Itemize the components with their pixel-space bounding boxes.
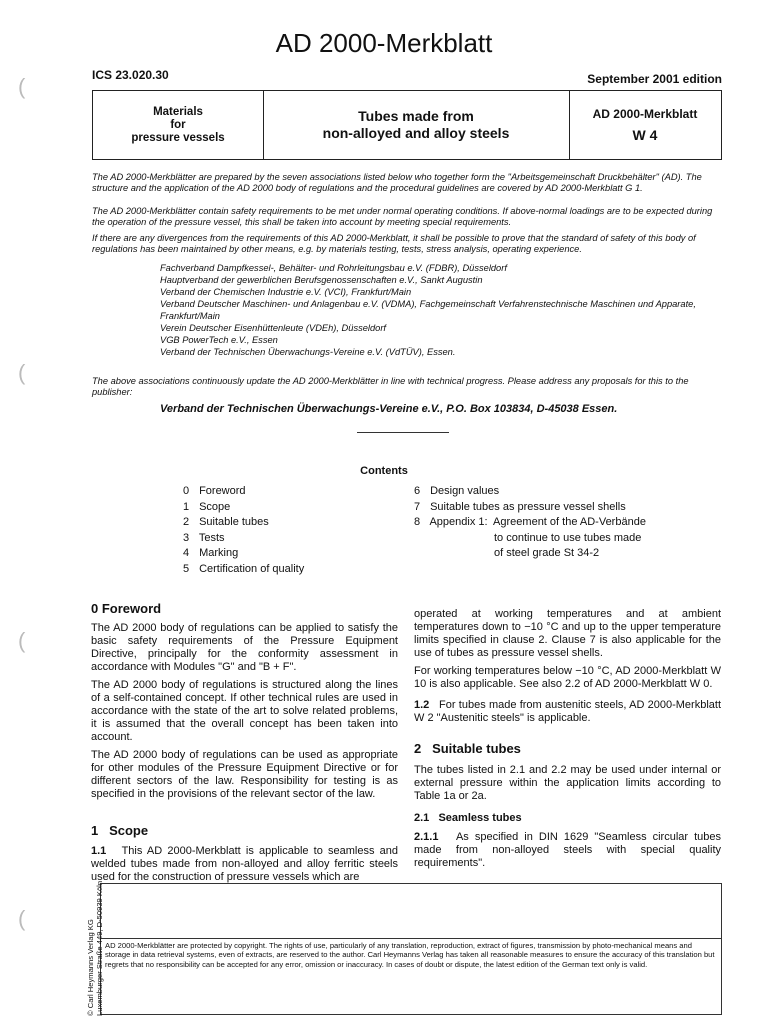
header-code-title: AD 2000-Merkblatt	[592, 107, 698, 121]
contents-list-left	[183, 484, 304, 577]
toc-item: 0 Foreword	[183, 485, 246, 497]
header-category-line: pressure vessels	[131, 131, 225, 144]
sidebar-line: Luxemburger Straße 449, D-50939 Köln	[95, 880, 104, 1016]
toc-item: 7 Suitable tubes as pressure vessel shells	[414, 500, 626, 513]
header-code	[569, 91, 721, 159]
toc-item-continuation: of steel grade St 34-2	[494, 547, 600, 559]
scope-paragraph: 1.2 For tubes made from austenitic steels, AD 2000-Merkblatt W 2 "Austenitic steels" is applicable.	[414, 699, 722, 724]
section-heading-foreword: 0 Foreword	[91, 601, 162, 616]
left-column	[91, 602, 398, 806]
scan-mark: (	[18, 360, 26, 385]
scope-section	[91, 824, 398, 889]
header-subject-line: Tubes made from	[358, 108, 474, 124]
section-heading-suitable-tubes: 2 Suitable tubes	[414, 741, 521, 756]
subsection-heading-seamless: 2.1 Seamless tubes	[414, 812, 522, 824]
seamless-paragraph: 2.1.1 As specified in DIN 1629 "Seamless circular tubes made from non-alloyed steels with special quality requirements".	[414, 831, 721, 869]
copyright-notice: AD 2000-Merkblätter are protected by copyright. The rights of use, particularly of any translation, reproduction, extract of figures, transmission by photo-mechanical means and storage in data retrieval systems, even of extracts, are reserved to the author. Carl Heymanns Verlag has taken all reasonable measures to ensure the accuracy of this translation but regrets that no responsibility can be accepted for any error, omission or inaccuracy. In cases of doubt or dispute, the latest edition of the German text only is valid.	[105, 941, 715, 969]
copyright-divider	[100, 938, 722, 939]
intro-paragraph: The AD 2000-Merkblätter contain safety requirements to be met under normal operating conditions. If above-normal loadings are to be expected during the operation of the pressure vessel, this shall be taken into account by meeting special requirements.	[92, 206, 713, 227]
association-item: Verband der Technischen Überwachungs-Vereine e.V. (VdTÜV), Essen.	[160, 347, 456, 357]
association-item: VGB PowerTech e.V., Essen	[160, 335, 278, 345]
foreword-paragraph: The AD 2000 body of regulations can be used as appropriate for other modules of the Pressure Equipment Directive or for different sectors of the law. Responsibility for testing is as specified in the provisions of the relevant sector of the law.	[91, 749, 398, 800]
toc-item: 1 Scope	[183, 500, 231, 513]
association-item: Fachverband Dampfkessel-, Behälter- und Rohrleitungsbau e.V. (FDBR), Düsseldorf	[160, 263, 507, 273]
section-heading-scope: 1 Scope	[91, 823, 149, 838]
document-title: AD 2000-Merkblatt	[275, 28, 493, 58]
ics-code: ICS 23.020.30	[92, 68, 169, 82]
foreword-paragraph: The AD 2000 body of regulations is structured along the lines of a self-contained concept. If other technical rules are used in accordance with the state of the art to solve related problems, it is assumed that the overall concept has been taken into account.	[91, 679, 398, 743]
divider	[357, 432, 449, 433]
header-category-line: for	[170, 118, 186, 131]
scope-continuation: operated at working temperatures and at ambient temperatures down to −10 °C and up to the upper temperature limits specified in clause 2. Clause 7 is also applicable for the use of tubes as pressure vessel shells.	[414, 608, 721, 659]
association-item: Verband Deutscher Maschinen- und Anlagenbau e.V. (VDMA), Fachgemeinschaft Verfahrenstechnische Maschinen und Apparate, Frankfurt/Main	[160, 299, 696, 321]
foreword-paragraph: The AD 2000 body of regulations can be applied to satisfy the basic safety requirements of the Pressure Equipment Directive, principally for the conformity assessment in accordance with Modules "G" and "B + F".	[91, 622, 398, 673]
toc-item: 3 Tests	[183, 531, 225, 544]
header-box	[92, 90, 722, 160]
header-category	[93, 91, 264, 159]
header-subject	[263, 91, 570, 159]
sidebar-line: © Carl Heymanns Verlag KG	[86, 919, 95, 1016]
toc-item-continuation: to continue to use tubes made	[494, 531, 642, 544]
suitable-tubes-paragraph: The tubes listed in 2.1 and 2.2 may be used under internal or external pressure within the application limits according to Table 1a or 2a.	[414, 764, 721, 802]
edition-label: September 2001 edition	[587, 72, 722, 86]
association-list	[160, 262, 730, 358]
header-code-number: W 4	[632, 127, 658, 143]
header-subject-line: non-alloyed and alloy steels	[322, 125, 510, 141]
toc-item: 5 Certification of quality	[183, 562, 305, 575]
header-category-line: Materials	[153, 105, 203, 118]
toc-item: 2 Suitable tubes	[183, 516, 269, 528]
toc-item: 6 Design values	[414, 485, 500, 497]
association-item: Verband der Chemischen Industrie e.V. (VCI), Frankfurt/Main	[160, 287, 412, 297]
right-column	[414, 608, 721, 875]
toc-item: 4 Marking	[183, 547, 239, 559]
toc-item: 8 Appendix 1: Agreement of the AD-Verbände	[414, 516, 646, 528]
scope-paragraph: 1.1 This AD 2000-Merkblatt is applicable to seamless and welded tubes made from non-alloyed and alloy ferritic steels used for the construction of pressure vessels which are	[91, 845, 398, 883]
scan-mark: (	[18, 906, 26, 931]
contents-list-right	[414, 484, 646, 562]
scope-paragraph: For working temperatures below −10 °C, AD 2000-Merkblatt W 10 is also applicable. See also 2.2 of AD 2000-Merkblatt W 0.	[414, 665, 721, 690]
contents-heading: Contents	[360, 465, 408, 477]
intro-paragraph: If there are any divergences from the requirements of this AD 2000-Merkblatt, it shall be possible to prove that the standard of safety of this body of regulations has been maintained by other means, e.g. by materials testing, tests, stress analysis, operating experience.	[92, 233, 696, 254]
intro-paragraph: The AD 2000-Merkblätter are prepared by the seven associations listed below who together form the "Arbeitsgemeinschaft Druckbehälter" (AD). The structure and the application of the AD 2000 body of regulations and the procedural guidelines are covered by AD 2000-Merkblatt G 1.	[92, 172, 702, 193]
scan-mark: (	[18, 74, 26, 99]
association-item: Hauptverband der gewerblichen Berufsgenossenschaften e.V., Sankt Augustin	[160, 275, 483, 285]
association-item: Verein Deutscher Eisenhüttenleute (VDEh), Düsseldorf	[160, 323, 386, 333]
scan-mark: (	[18, 628, 26, 653]
publisher-sidebar	[86, 881, 104, 1016]
update-note: The above associations continuously update the AD 2000-Merkblätter in line with technical progress. Please address any proposals for this to the publisher:	[92, 376, 689, 397]
publisher-address: Verband der Technischen Überwachungs-Vereine e.V., P.O. Box 103834, D-45038 Essen.	[160, 403, 618, 415]
